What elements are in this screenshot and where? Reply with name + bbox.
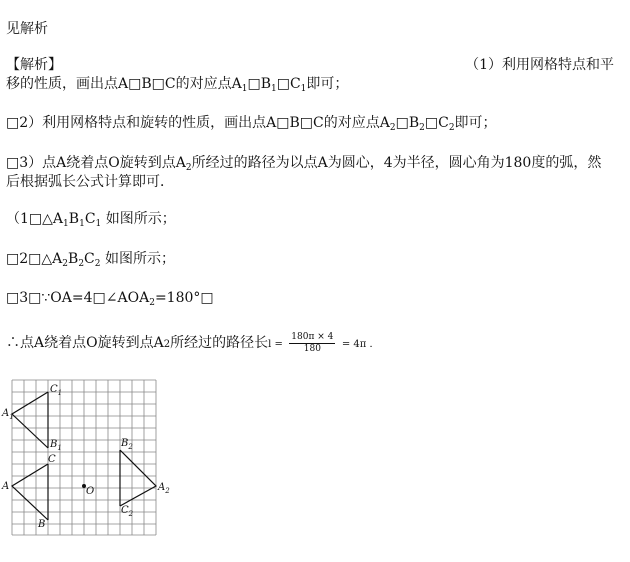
label-a: A bbox=[2, 481, 10, 492]
solution-step-4: ∴点A绕着点O旋转到点A2所经过的路径长l = $\frac{180\pi \times 4}{180}$ = 4π ． bbox=[6, 331, 380, 354]
label-a1: $A_1$ bbox=[2, 408, 14, 421]
analysis-p2: □2）利用网格特点和旋转的性质，画出点A□B□C的对应点$A_2□B_2□C_2$即可； bbox=[6, 115, 497, 133]
analysis-tag: 【解析】 bbox=[6, 57, 62, 73]
solution-step-2: $□2□\triangle A_2B_2C_2$ 如图所示； bbox=[6, 251, 175, 269]
analysis-p3-line1: □3）点A绕着点O旋转到点$A_2$所经过的路径为以点A为圆心，4为半径，圆心角为180度的弧，然 bbox=[6, 155, 602, 173]
analysis-p1-cont: 移的性质，画出点A□B□C的对应点$A_1□B_1□C_1$即可； bbox=[6, 76, 349, 94]
label-a2: $A_2$ bbox=[158, 482, 170, 495]
label-o: O bbox=[86, 486, 95, 497]
solution-step-3: $□3□\because OA=4□\angle AOA_2=180^\circ□$ bbox=[6, 290, 214, 308]
label-c: C bbox=[48, 454, 56, 465]
grid-figure bbox=[0, 370, 175, 540]
analysis-p1-right: （1）利用网格特点和平 bbox=[465, 57, 614, 73]
label-b1: $B_1$ bbox=[50, 439, 62, 452]
solution-step-1: （$1□\triangle A_1B_1C_1$ 如图所示； bbox=[6, 211, 176, 229]
answer-title: 见解析 bbox=[6, 21, 48, 37]
label-c1: $C_1$ bbox=[50, 384, 63, 397]
label-b: B bbox=[38, 519, 46, 530]
arc-length-fraction: $\frac{180\pi \times 4}{180}$ bbox=[291, 331, 334, 354]
grid-lines bbox=[12, 380, 156, 535]
label-c2: $C_2$ bbox=[121, 505, 134, 518]
label-b2: $B_2$ bbox=[121, 438, 133, 451]
analysis-p3-line2: 后根据弧长公式计算即可． bbox=[6, 174, 174, 190]
triangle-a2b2c2 bbox=[120, 450, 156, 506]
